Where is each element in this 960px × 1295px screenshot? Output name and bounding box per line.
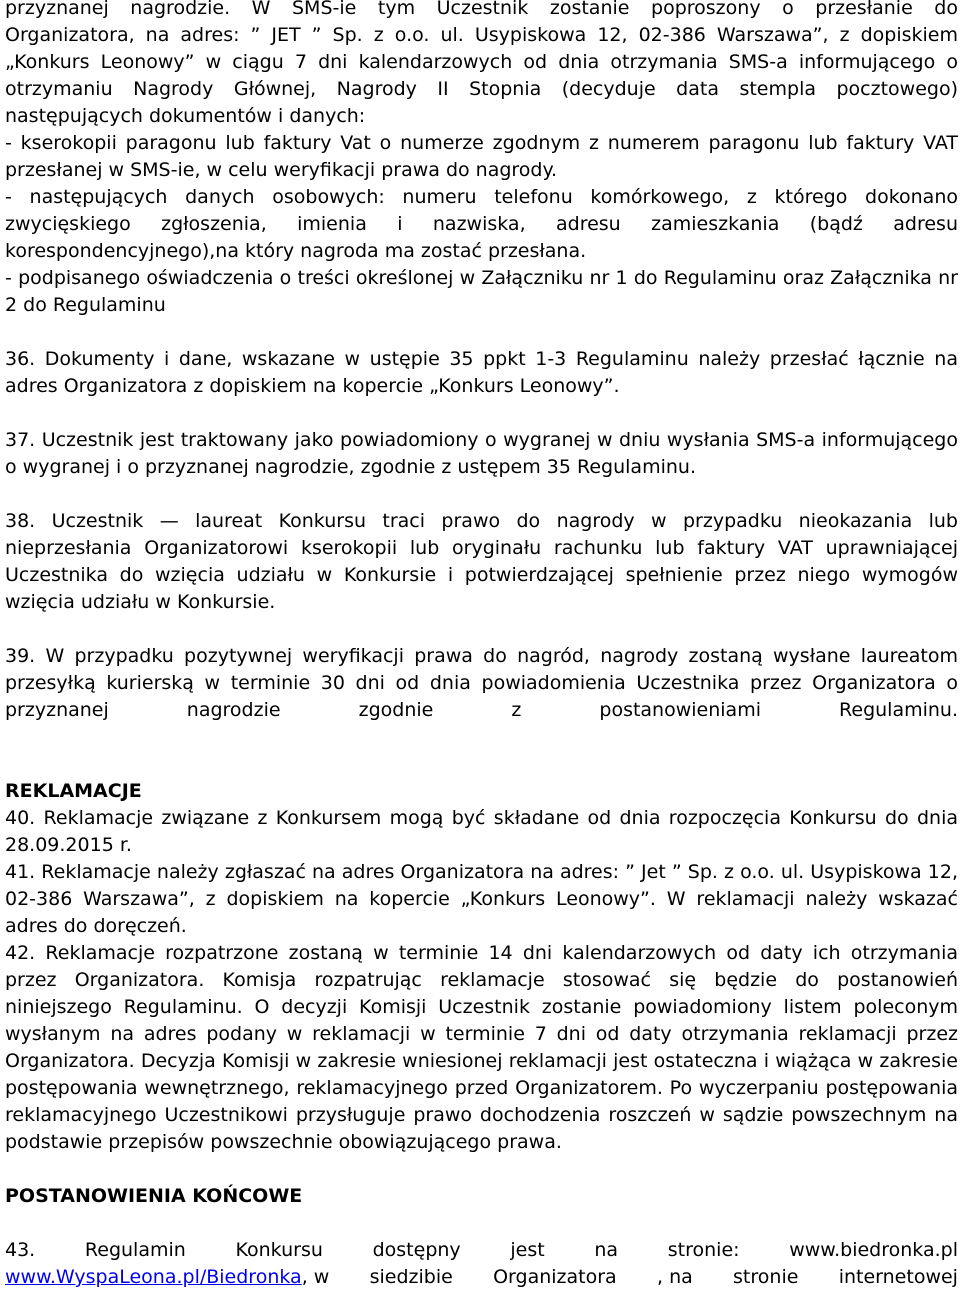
- document-page: [5, 0, 958, 1291]
- paragraph-41: 41. Reklamacje należy zgłaszać na adres Organizatora na adres: ” Jet ” Sp. z o.o. ul. Usypiskowa 12, 02-386 Warszawa”, z dopiskiem na kopercie „Konkurs Leonowy”. W reklamacji należy wskazać adres do doręczeń.: [5, 861, 958, 937]
- list-item: - kserokopii paragonu lub faktury Vat o numerze zgodnym z numerem paragonu lub faktury VAT przesłanej w SMS-ie, w celu weryfikacji prawa do nagrody.: [5, 132, 958, 181]
- word: Regulamin: [84, 1239, 186, 1261]
- spacer: [5, 400, 958, 427]
- word: siedzibie: [369, 1266, 453, 1288]
- spacer: [5, 1210, 958, 1237]
- spacer: [5, 319, 958, 346]
- word: , na: [656, 1266, 693, 1288]
- intro-paragraph: Organizatora, na adres: ” JET ” Sp. z o.o. ul. Usypiskowa 12, 02-386 Warszawa”, z dopiskiem „Konkurs Leonowy” w ciągu 7 dni kalendarzowych od dnia otrzymania SMS-a informującego o otrzymaniu Nagrody Głównej, Nagrody II Stopnia (decyduje data stempla pocztowego) następujących dokumentów i danych:: [5, 24, 958, 127]
- paragraph-43-line-2: [5, 1264, 958, 1291]
- spacer: [5, 724, 958, 778]
- paragraph-36: 36. Dokumenty i dane, wskazane w ustępie 35 ppkt 1-3 Regulaminu należy przesłać łącznie na adres Organizatora z dopiskiem na kopercie „Konkurs Leonowy”.: [5, 348, 958, 397]
- word: Konkursu: [235, 1239, 323, 1261]
- word: stronie:: [667, 1239, 740, 1261]
- paragraph-39: 39. W przypadku pozytywnej weryfikacji prawa do nagród, nagrody zostaną wysłane laureatom przesyłką kurierską w terminie 30 dni od dnia powiadomienia Uczestnika przez Organizatora o przyznanej nagrodzie zgodnie z postanowieniami Regulaminu.: [5, 645, 958, 721]
- word: Organizatora: [493, 1266, 617, 1288]
- word: , w: [301, 1266, 330, 1288]
- spacer: [5, 616, 958, 643]
- paragraph-37: 37. Uczestnik jest traktowany jako powiadomiony o wygranej w dniu wysłania SMS-a informującego o wygranej i o przyznanej nagrodzie, zgodnie z ustępem 35 Regulaminu.: [5, 429, 958, 478]
- word: na: [594, 1239, 619, 1261]
- list-item: - podpisanego oświadczenia o treści określonej w Załączniku nr 1 do Regulaminu oraz Załącznika nr 2 do Regulaminu: [5, 267, 958, 316]
- paragraph-38: 38. Uczestnik — laureat Konkursu traci prawo do nagrody w przypadku nieokazania lub nieprzesłania Organizatorowi kserokopii lub oryginału rachunku lub faktury VAT uprawniającej Uczestnika do wzięcia udziału w Konkursie i potwierdzającej spełnienie przez niego wymogów wzięcia udziału w Konkursie.: [5, 510, 958, 613]
- wyspaleona-link[interactable]: www.WyspaLeona.pl/Biedronka: [5, 1266, 302, 1288]
- word: www.biedronka.pl: [789, 1239, 958, 1261]
- list-item: - następujących danych osobowych: numeru telefonu komórkowego, z którego dokonano zwycięskiego zgłoszenia, imienia i nazwiska, adresu zamieszkania (bądź adresu korespondencyjnego),na który nagroda ma zostać przesłana.: [5, 186, 958, 262]
- spacer: [5, 1156, 958, 1183]
- paragraph-42: 42. Reklamacje rozpatrzone zostaną w terminie 14 dni kalendarzowych od daty ich otrzymania przez Organizatora. Komisja rozpatrując reklamacje stosować się będzie do postanowień niniejszego Regulaminu. O decyzji Komisji Uczestnik zostanie powiadomiony listem poleconym wysłanym na adres podany w reklamacji w terminie 7 dni od daty otrzymania reklamacji przez Organizatora. Decyzja Komisji w zakresie wniesionej reklamacji jest ostateczna i wiążąca w zakresie postępowania wewnętrznego, reklamacyjnego przed Organizatorem. Po wyczerpaniu postępowania reklamacyjnego Uczestnikowi przysługuje prawo dochodzenia roszczeń w sądzie powszechnym na podstawie przepisów powszechnie obowiązującego prawa.: [5, 942, 958, 1153]
- paragraph-43-line-1: [5, 1237, 958, 1264]
- word: dostępny: [372, 1239, 461, 1261]
- heading-reklamacje: REKLAMACJE: [5, 780, 142, 802]
- word: 43.: [5, 1239, 36, 1261]
- word: jest: [510, 1239, 545, 1261]
- heading-postanowienia-koncowe: POSTANOWIENIA KOŃCOWE: [5, 1185, 303, 1207]
- spacer: [5, 481, 958, 508]
- word: internetowej: [838, 1266, 958, 1288]
- intro-paragraph-first-line: przyznanej nagrodzie. W SMS-ie tym Uczestnik zostanie poproszony o przesłanie do: [5, 0, 958, 19]
- word: stronie: [733, 1266, 799, 1288]
- paragraph-40: 40. Reklamacje związane z Konkursem mogą być składane od dnia rozpoczęcia Konkursu do dnia 28.09.2015 r.: [5, 807, 958, 856]
